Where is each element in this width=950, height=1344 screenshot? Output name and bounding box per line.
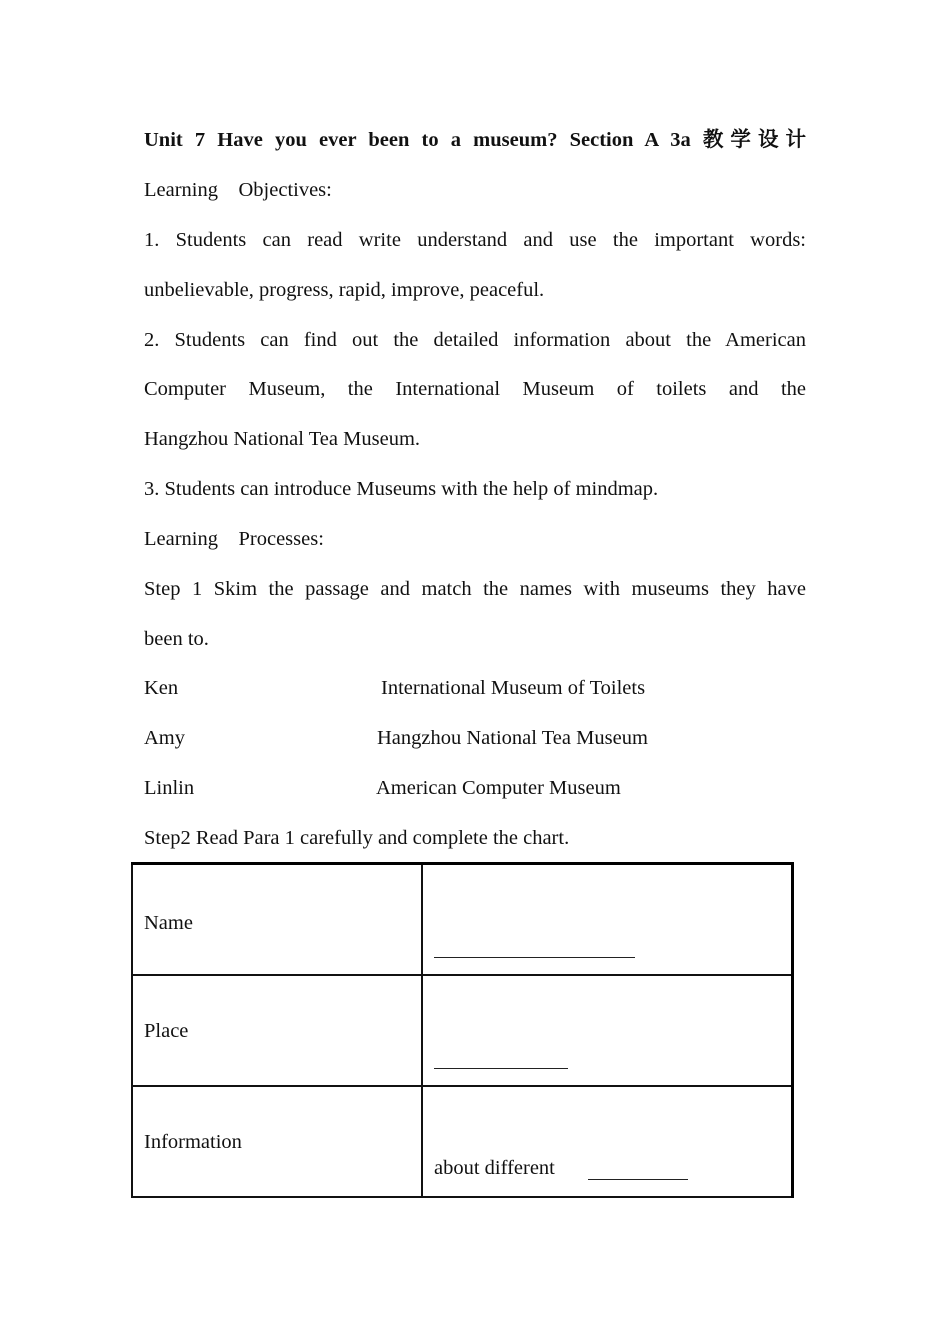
match-museum: International Museum of Toilets xyxy=(381,677,646,699)
objective-1-line-1: 1. Students can read write understand and use the important words: xyxy=(144,229,806,251)
match-name: Linlin xyxy=(144,777,195,799)
answer-blank[interactable] xyxy=(434,957,635,958)
step-1-line-2: been to. xyxy=(144,628,209,650)
match-museum: Hangzhou National Tea Museum xyxy=(377,727,648,749)
answer-blank[interactable] xyxy=(434,1068,568,1069)
step-1-line-1: Step 1 Skim the passage and match the names with museums they have xyxy=(144,578,806,600)
table-cell xyxy=(422,1086,793,1197)
answer-blank[interactable] xyxy=(588,1179,688,1180)
table-row xyxy=(132,975,793,1086)
chart-table xyxy=(131,862,794,1198)
table-cell xyxy=(132,1086,422,1197)
objectives-heading: Learning Objectives: xyxy=(144,179,332,201)
information-prefix: about different xyxy=(434,1157,555,1179)
table-cell xyxy=(422,864,793,976)
processes-heading: Learning Processes: xyxy=(144,528,324,550)
table-row xyxy=(132,864,793,976)
match-name: Amy xyxy=(144,727,185,749)
table-cell xyxy=(132,864,422,976)
row-label-name: Name xyxy=(144,912,193,934)
table-row xyxy=(132,1086,793,1197)
row-label-information: Information xyxy=(144,1131,242,1153)
objective-3: 3. Students can introduce Museums with the help of mindmap. xyxy=(144,478,659,500)
objective-2-line-1: 2. Students can find out the detailed information about the American xyxy=(144,329,806,351)
match-name: Ken xyxy=(144,677,179,699)
objective-2-line-2: Computer Museum, the International Museum of toilets and the xyxy=(144,378,806,400)
match-museum: American Computer Museum xyxy=(376,777,621,799)
table-cell xyxy=(132,975,422,1086)
objective-1-line-2: unbelievable, progress, rapid, improve, peaceful. xyxy=(144,279,545,301)
row-label-place: Place xyxy=(144,1020,189,1042)
document-title: Unit 7 Have you ever been to a museum? Section A 3a 教学设计 xyxy=(144,129,806,151)
table-cell xyxy=(422,975,793,1086)
step-2: Step2 Read Para 1 carefully and complete the chart. xyxy=(144,827,570,849)
objective-2-line-3: Hangzhou National Tea Museum. xyxy=(144,428,421,450)
